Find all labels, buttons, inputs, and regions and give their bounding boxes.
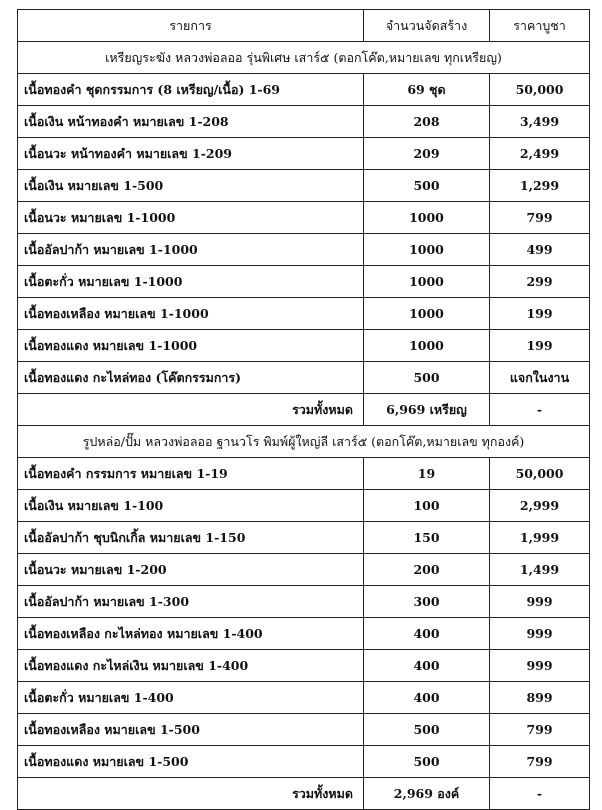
- item-quantity: 1000: [364, 234, 490, 266]
- table-header-row: [18, 10, 590, 42]
- item-price: 1,999: [490, 522, 590, 554]
- item-quantity: 300: [364, 586, 490, 618]
- item-quantity: 150: [364, 522, 490, 554]
- header-quantity: จำนวนจัดสร้าง: [364, 10, 490, 42]
- item-quantity: 500: [364, 746, 490, 778]
- item-price: 1,299: [490, 170, 590, 202]
- item-quantity: 100: [364, 490, 490, 522]
- table-row: [18, 554, 590, 586]
- item-name: เนื้อตะกั่ว หมายเลข 1-1000: [18, 266, 364, 298]
- item-price: 50,000: [490, 458, 590, 490]
- item-name: เนื้อทองแดง หมายเลข 1-1000: [18, 330, 364, 362]
- item-name: เนื้ออัลปาก้า หมายเลข 1-1000: [18, 234, 364, 266]
- item-name: เนื้ออัลปาก้า ชุบนิกเกิ้ล หมายเลข 1-150: [18, 522, 364, 554]
- total-price: -: [490, 778, 590, 810]
- item-price: 199: [490, 298, 590, 330]
- item-quantity: 1000: [364, 298, 490, 330]
- table-row: [18, 362, 590, 394]
- item-quantity: 500: [364, 170, 490, 202]
- item-price: 999: [490, 618, 590, 650]
- item-price: 299: [490, 266, 590, 298]
- item-name: เนื้อเงิน หมายเลข 1-100: [18, 490, 364, 522]
- table-row: [18, 522, 590, 554]
- table-row: [18, 330, 590, 362]
- item-name: เนื้อทองแดง กะไหล่ทอง (โค๊ตกรรมการ): [18, 362, 364, 394]
- table-row: [18, 682, 590, 714]
- table-row: [18, 266, 590, 298]
- price-table-body: [18, 10, 590, 810]
- table-row: [18, 138, 590, 170]
- section-title: เหรียญระฆัง หลวงพ่อลออ รุ่นพิเศษ เสาร์๕ (ตอกโค๊ต,หมายเลข ทุกเหรียญ): [18, 42, 590, 74]
- item-name: เนื้อเงิน หน้าทองคำ หมายเลข 1-208: [18, 106, 364, 138]
- item-price: 799: [490, 746, 590, 778]
- table-row: [18, 714, 590, 746]
- item-price: 2,499: [490, 138, 590, 170]
- item-quantity: 1000: [364, 202, 490, 234]
- table-row: [18, 234, 590, 266]
- item-price: 199: [490, 330, 590, 362]
- item-name: เนื้อทองเหลือง หมายเลข 1-1000: [18, 298, 364, 330]
- item-price: แจกในงาน: [490, 362, 590, 394]
- item-quantity: 400: [364, 682, 490, 714]
- table-row: [18, 586, 590, 618]
- item-quantity: 400: [364, 650, 490, 682]
- item-quantity: 69 ชุด: [364, 74, 490, 106]
- item-price: 1,499: [490, 554, 590, 586]
- item-price: 899: [490, 682, 590, 714]
- table-row: [18, 458, 590, 490]
- total-row: [18, 394, 590, 426]
- table-row: [18, 202, 590, 234]
- total-label: รวมทั้งหมด: [18, 778, 364, 810]
- item-quantity: 500: [364, 362, 490, 394]
- item-price: 2,999: [490, 490, 590, 522]
- section-title: รูปหล่อ/ปั๊ม หลวงพ่อลออ ฐานวโร พิมพ์ผู้ใหญ่ลี เสาร์๕ (ตอกโค๊ต,หมายเลข ทุกองค์): [18, 426, 590, 458]
- header-price: ราคาบูชา: [490, 10, 590, 42]
- table-row: [18, 650, 590, 682]
- item-name: เนื้อตะกั่ว หมายเลข 1-400: [18, 682, 364, 714]
- total-label: รวมทั้งหมด: [18, 394, 364, 426]
- price-table: [17, 9, 590, 810]
- total-quantity: 6,969 เหรียญ: [364, 394, 490, 426]
- total-quantity: 2,969 องค์: [364, 778, 490, 810]
- item-name: เนื้ออัลปาก้า หมายเลข 1-300: [18, 586, 364, 618]
- item-name: เนื้อเงิน หมายเลข 1-500: [18, 170, 364, 202]
- item-quantity: 1000: [364, 330, 490, 362]
- item-quantity: 500: [364, 714, 490, 746]
- header-item: รายการ: [18, 10, 364, 42]
- item-price: 499: [490, 234, 590, 266]
- item-name: เนื้อทองคำ ชุดกรรมการ (8 เหรียญ/เนื้อ) 1-69: [18, 74, 364, 106]
- item-quantity: 208: [364, 106, 490, 138]
- item-quantity: 209: [364, 138, 490, 170]
- item-price: 799: [490, 714, 590, 746]
- item-name: เนื้อทองแดง กะไหล่เงิน หมายเลข 1-400: [18, 650, 364, 682]
- item-name: เนื้อทองเหลือง กะไหล่ทอง หมายเลข 1-400: [18, 618, 364, 650]
- item-price: 50,000: [490, 74, 590, 106]
- total-row: [18, 778, 590, 810]
- section-title-row: [18, 426, 590, 458]
- table-row: [18, 74, 590, 106]
- table-row: [18, 618, 590, 650]
- item-price: 999: [490, 650, 590, 682]
- item-name: เนื้อทองเหลือง หมายเลข 1-500: [18, 714, 364, 746]
- item-name: เนื้อทองคำ กรรมการ หมายเลข 1-19: [18, 458, 364, 490]
- item-quantity: 200: [364, 554, 490, 586]
- table-row: [18, 106, 590, 138]
- item-name: เนื้อนวะ หน้าทองคำ หมายเลข 1-209: [18, 138, 364, 170]
- table-row: [18, 170, 590, 202]
- total-price: -: [490, 394, 590, 426]
- item-name: เนื้อนวะ หมายเลข 1-1000: [18, 202, 364, 234]
- item-price: 799: [490, 202, 590, 234]
- item-price: 999: [490, 586, 590, 618]
- table-row: [18, 298, 590, 330]
- item-quantity: 19: [364, 458, 490, 490]
- item-name: เนื้อนวะ หมายเลข 1-200: [18, 554, 364, 586]
- table-row: [18, 746, 590, 778]
- section-title-row: [18, 42, 590, 74]
- item-price: 3,499: [490, 106, 590, 138]
- table-row: [18, 490, 590, 522]
- item-name: เนื้อทองแดง หมายเลข 1-500: [18, 746, 364, 778]
- item-quantity: 1000: [364, 266, 490, 298]
- item-quantity: 400: [364, 618, 490, 650]
